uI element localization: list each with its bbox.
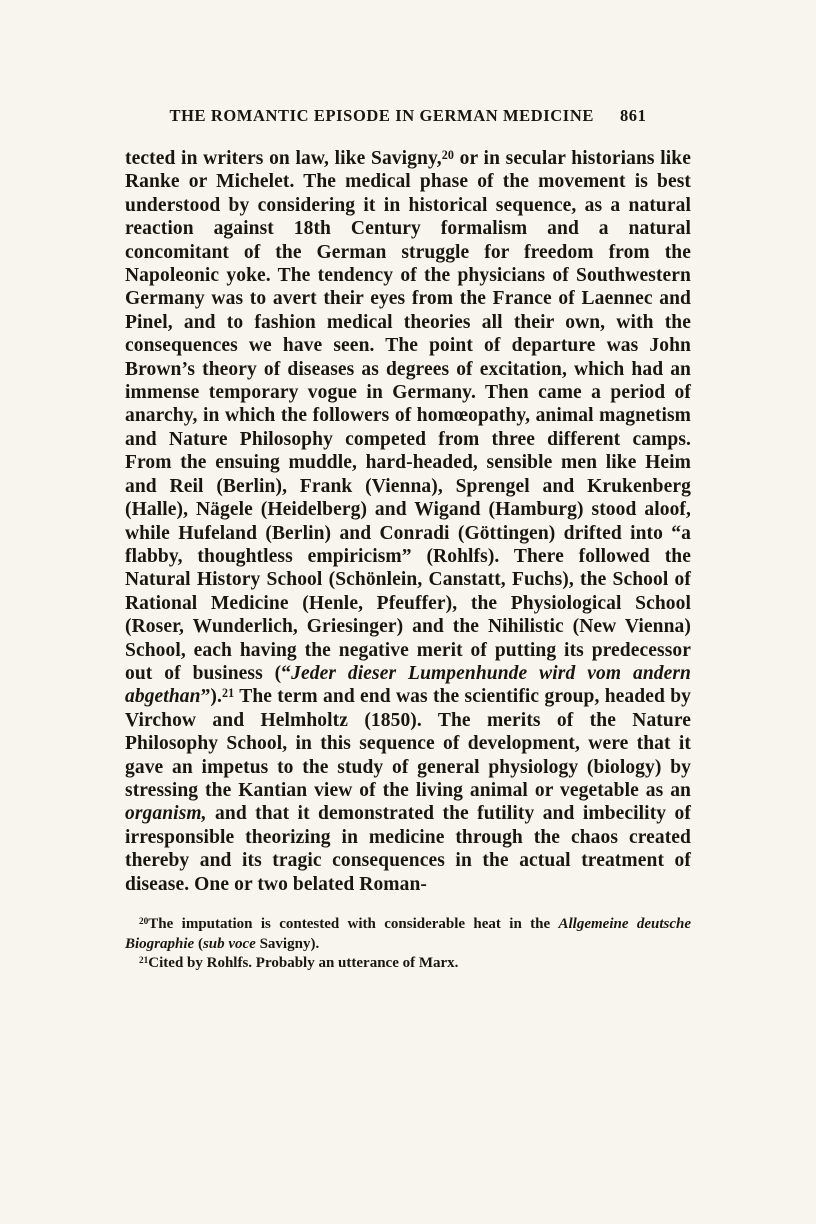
body-text-segment: The term and end was the scientific group, headed by Virchow and Helmholtz (1850). The merits of the Nature Philosophy School, in this sequence of development, were that it gave an impetus to the study of general physiology (biology) by stressing the Kantian view of the living animal or vegetable as an — [125, 686, 691, 801]
italic-word-organism: organism, — [125, 803, 207, 825]
italic-book-title: Allgemeine deutsche Biographie — [125, 916, 692, 952]
footnotes-section — [125, 915, 691, 974]
footnote-reference-21: 21 — [222, 685, 235, 700]
running-head — [125, 106, 691, 126]
page-content — [125, 106, 691, 974]
body-paragraph — [125, 147, 691, 896]
body-text-segment: and that it demonstrated the futility and imbecility of irresponsible theorizing in medicine through the chaos created thereby and its tragic consequences in the actual treatment of disease. One or two belated Roman- — [125, 803, 691, 895]
footnote-20 — [125, 915, 691, 954]
footnote-text-segment: ( — [194, 935, 203, 952]
italic-latin-phrase: sub voce — [202, 935, 256, 952]
footnote-marker-21: 21 — [139, 955, 149, 966]
running-head-title: THE ROMANTIC EPISODE IN GERMAN MEDICINE — [169, 106, 594, 125]
footnote-marker-20: 20 — [139, 916, 149, 927]
body-text-segment: or in secular historians like Ranke or Michelet. The medical phase of the movement is best understood by considering it in historical sequence, as a natural reaction against 18th Century formalism and a natural concomitant of the German struggle for freedom from the Napoleonic yoke. The tendency of the physicians of Southwestern Germany was to avert their eyes from the France of Laennec and Pinel, and to fashion medical theories all their own, with the consequences we have seen. The point of departure was John Brown’s theory of diseases as degrees of excitation, which had an immense temporary vogue in Germany. Then came a period of anarchy, in which the followers of homœopathy, animal magnetism and Nature Philosophy competed from three different camps. From the ensuing muddle, hard-headed, sensible men like Heim and Reil (Berlin), Frank (Vienna), Sprengel and Krukenberg (Halle), Nägele (Heidelberg) and Wigand (Hamburg) stood aloof, while Hufeland (Berlin) and Conradi (Göttingen) drifted into “a flabby, thoughtless empiricism” (Rohlfs). There followed the Natural History School (Schönlein, Canstatt, Fuchs), the School of Rational Medicine (Henle, Pfeuffer), the Physiological School (Roser, Wunderlich, Griesinger) and the Nihilistic (New Vienna) School, each having the negative merit of putting its predecessor out of business (“ — [125, 148, 691, 684]
page-number: 861 — [619, 106, 647, 125]
footnote-21 — [125, 954, 691, 974]
body-text-segment: tected in writers on law, like Savigny, — [125, 148, 442, 169]
footnote-text-segment: The imputation is contested with considerable heat in the — [148, 916, 559, 932]
italic-german-quote: Jeder dieser Lumpenhunde wird vom andern abgethan — [125, 662, 692, 708]
footnote-text-segment: Savigny). — [255, 935, 320, 952]
footnote-text-segment: Cited by Rohlfs. Probably an utterance of Marx. — [148, 955, 459, 971]
body-text-segment: ”). — [200, 686, 222, 708]
footnote-reference-20: 20 — [441, 147, 454, 162]
